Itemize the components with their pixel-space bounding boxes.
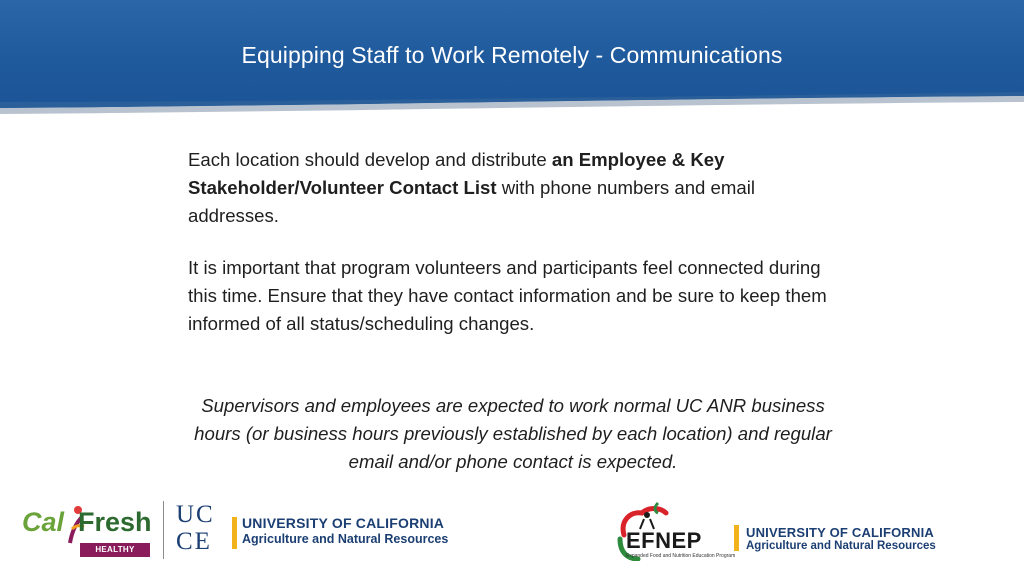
- uc-gold-bar-left: [232, 517, 237, 549]
- paragraph-business-hours: Supervisors and employees are expected to work normal UC ANR business hours (or business hours previously established by each location) and regular email and/or phone contact is expected.: [194, 395, 832, 472]
- paragraph-connected: It is important that program volunteers and participants feel connected during this time. Ensure that they have contact information and be sure to keep them informed of all status/scheduling changes.: [188, 257, 827, 334]
- efnep-logo: [612, 499, 736, 561]
- calfresh-logo: [22, 503, 154, 568]
- calfresh-tagline: HEALTHY LIVING: [80, 543, 150, 557]
- ucce-top: UC: [176, 501, 215, 528]
- para1-text-start: Each location should develop and distribute: [188, 149, 552, 170]
- para1-text-end: with phone numbers and email addresses.: [188, 177, 755, 226]
- uc-anr-subtitle-right: Agriculture and Natural Resources: [746, 540, 936, 552]
- uc-anr-title-left: UNIVERSITY OF CALIFORNIA: [242, 515, 445, 531]
- calfresh-fresh-text: Fresh: [78, 507, 152, 537]
- ucce-bottom: CE: [176, 528, 212, 555]
- paragraph-contact-list: [188, 146, 848, 230]
- footer-logos: [0, 495, 1024, 568]
- logo-divider: [163, 501, 164, 559]
- uc-anr-subtitle-left: Agriculture and Natural Resources: [242, 532, 449, 546]
- ucce-logo: [176, 501, 220, 557]
- body-text: [188, 146, 848, 362]
- para1-bold-phrase: an Employee & Key Stakeholder/Volunteer Contact List: [188, 149, 725, 198]
- uc-gold-bar-right: [734, 525, 739, 551]
- header-swoosh: [0, 92, 1024, 124]
- uc-anr-title-right: UNIVERSITY OF CALIFORNIA: [746, 525, 935, 540]
- slide-title: Equipping Staff to Work Remotely - Communications: [241, 42, 783, 68]
- calfresh-cal-text: Cal: [22, 507, 65, 537]
- efnep-subtitle: Expanded Food and Nutrition Education Program: [626, 553, 736, 559]
- efnep-name: EFNEP: [626, 528, 702, 553]
